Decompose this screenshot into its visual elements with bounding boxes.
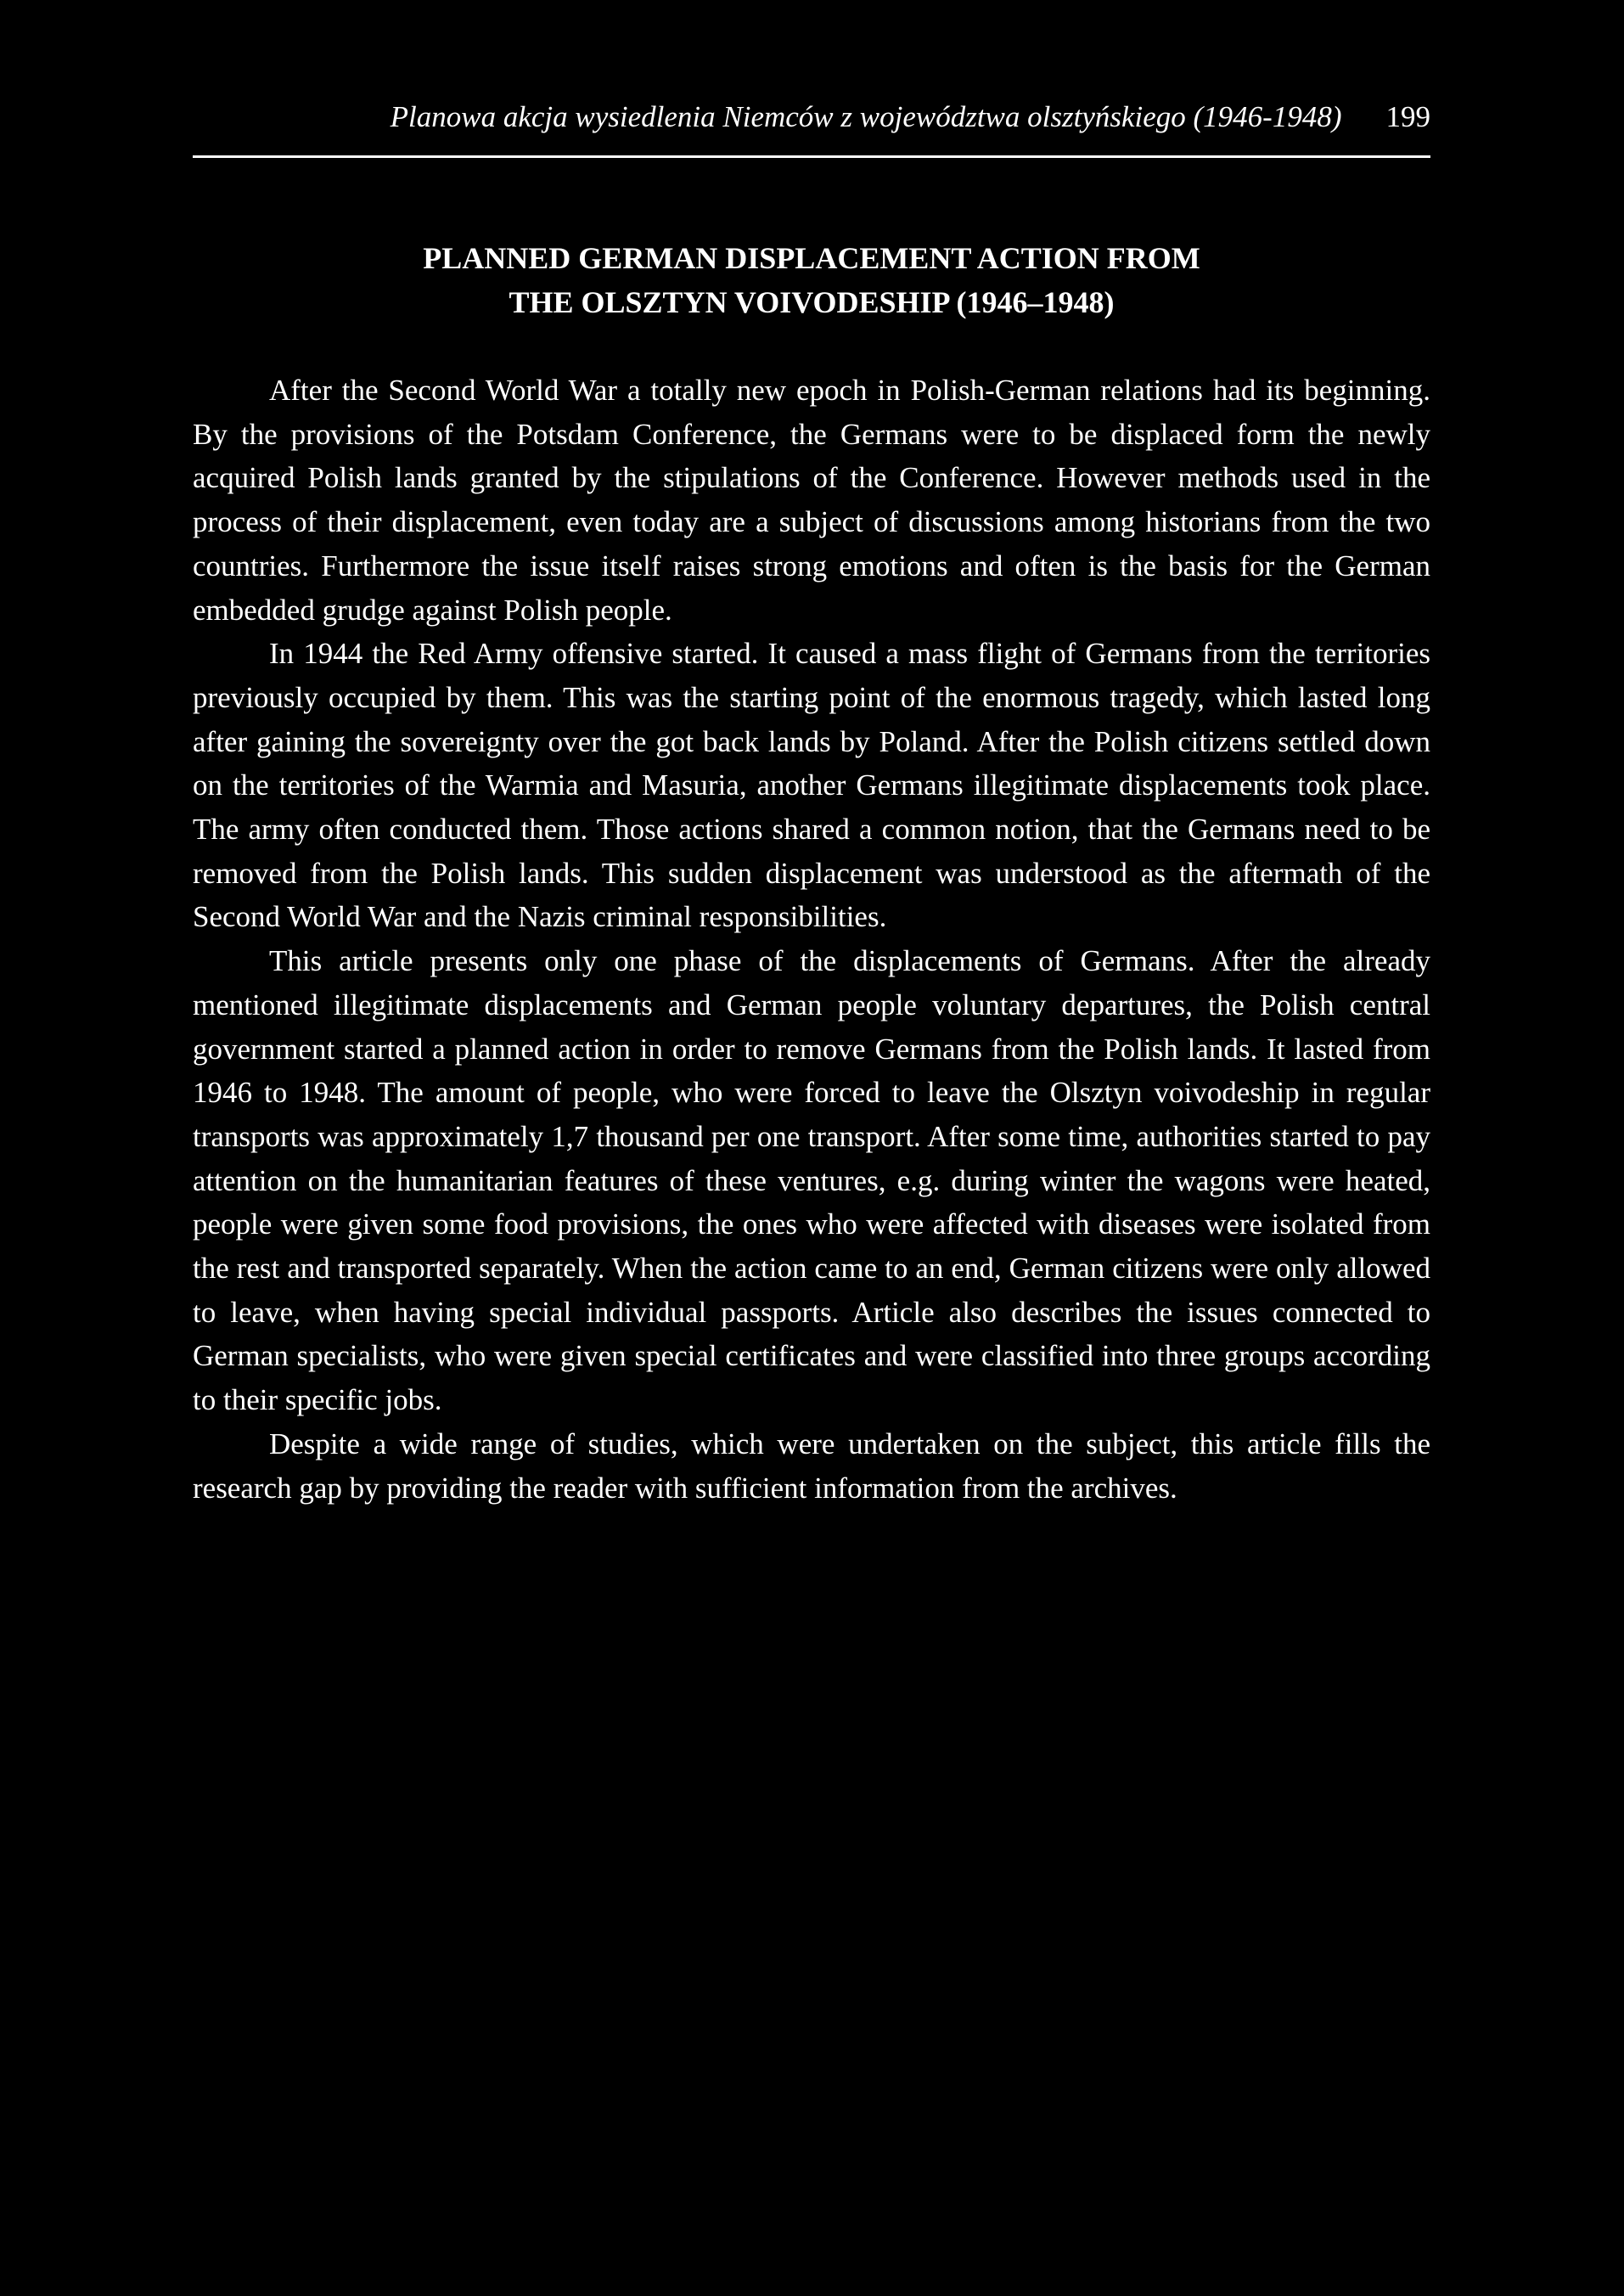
paragraph-4: Despite a wide range of studies, which were undertaken on the subject, this article fills the research gap by providing the reader with sufficient information from the archives. [193, 1427, 1430, 1505]
document-page [193, 0, 1430, 2296]
article-title-line-1: PLANNED GERMAN DISPLACEMENT ACTION FROM [423, 241, 1200, 275]
running-title: Planowa akcja wysiedlenia Niemców z województwa olsztyńskiego (1946-1948) [390, 100, 1342, 133]
running-header [193, 92, 1430, 143]
header-rule [193, 155, 1430, 158]
paragraph-3: This article presents only one phase of the displacements of Germans. After the already mentioned illegitimate displacements and German people voluntary departures, the Polish central government started a planned action in order to remove Germans from the Polish lands. It lasted from 1946 to 1948. The amount of people, who were forced to leave the Olsztyn voivodeship in regular transports was approximately 1,7 thousand per one transport. After some time, authorities started to pay attention on the humanitarian features of these ventures, e.g. during winter the wagons were heated, people were given some food provisions, the ones who were affected with diseases were isolated from the rest and transported separately. When the action came to an end, German citizens were only allowed to leave, when having special individual passports. Article also describes the issues connected to German specialists, who were given special certificates and were classified into three groups according to their specific jobs. [193, 944, 1430, 1417]
page-number: 199 [1385, 100, 1430, 133]
abstract-body [193, 369, 1430, 1510]
article-title-line-2: THE OLSZTYN VOIVODESHIP (1946–1948) [509, 285, 1115, 319]
article-title [193, 236, 1430, 324]
paragraph-1: After the Second World War a totally new epoch in Polish-German relations had its beginning. By the provisions of the Potsdam Conference, the Germans were to be displaced form the newly acquired Polish lands granted by the stipulations of the Conference. However methods used in the process of their displacement, even today are a subject of discussions among historians from the two countries. Furthermore the issue itself raises strong emotions and often is the basis for the German embedded grudge against Polish people. [193, 374, 1430, 627]
paragraph-2: In 1944 the Red Army offensive started. It caused a mass flight of Germans from the territories previously occupied by them. This was the starting point of the enormous tragedy, which lasted long after gaining the sovereignty over the got back lands by Poland. After the Polish citizens settled down on the territories of the Warmia and Masuria, another Germans illegitimate displacements took place. The army often conducted them. Those actions shared a common notion, that the Germans need to be removed from the Polish lands. This sudden displacement was understood as the aftermath of the Second World War and the Nazis criminal responsibilities. [193, 637, 1430, 934]
